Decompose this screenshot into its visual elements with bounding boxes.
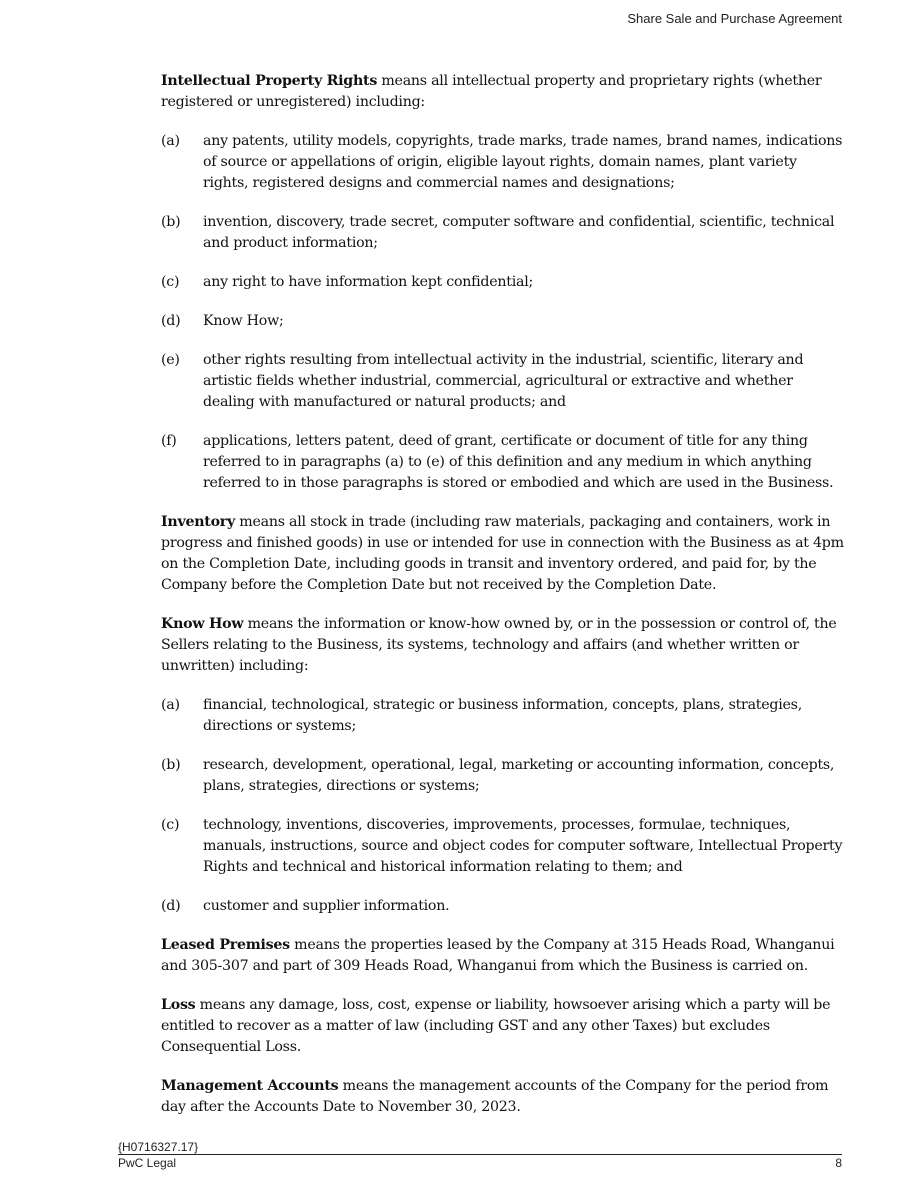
definition-intellectual-property-rights <box>161 71 845 113</box>
item-text: research, development, operational, legal, marketing or accounting information, concepts, plans, strategies, directions or systems; <box>203 757 835 794</box>
definition-text: means any damage, loss, cost, expense or liability, howsoever arising which a party will be entitled to recover as a matter of law (including GST and any other Taxes) but excludes Consequential Loss. <box>161 997 831 1055</box>
item-label: (b) <box>161 214 181 230</box>
list-item <box>161 431 845 494</box>
definition-term: Leased Premises <box>161 937 290 953</box>
definition-term: Loss <box>161 997 196 1013</box>
list-item <box>161 272 845 293</box>
definition-term: Management Accounts <box>161 1078 339 1094</box>
list-item <box>161 695 845 737</box>
document-body <box>161 71 845 1136</box>
item-text: any patents, utility models, copyrights, trade marks, trade names, brand names, indications of source or appellations of origin, eligible layout rights, domain names, plant variety rights, registered designs and commercial names and designations; <box>203 133 843 191</box>
definition-know-how <box>161 614 845 677</box>
definition-text: means all intellectual property and proprietary rights (whether registered or unregistered) including: <box>161 73 822 110</box>
item-text: invention, discovery, trade secret, computer software and confidential, scientific, technical and product information; <box>203 214 835 251</box>
footer-row <box>118 1155 842 1171</box>
item-label: (c) <box>161 274 180 290</box>
firm-name: PwC Legal <box>118 1156 177 1170</box>
list-item <box>161 815 845 878</box>
item-text: financial, technological, strategic or business information, concepts, plans, strategies, directions or systems; <box>203 697 802 734</box>
item-label: (a) <box>161 697 180 713</box>
item-label: (b) <box>161 757 181 773</box>
definition-management-accounts <box>161 1076 845 1118</box>
definition-text: means the management accounts of the Company for the period from day after the Accounts Date to November 30, 2023. <box>161 1078 829 1115</box>
definition-inventory <box>161 512 845 596</box>
item-text: customer and supplier information. <box>203 898 450 914</box>
definition-loss <box>161 995 845 1058</box>
definition-text: means all stock in trade (including raw materials, packaging and containers, work in progress and finished goods) in use or intended for use in connection with the Business as at 4pm on the Completion Date, including goods in transit and inventory ordered, and paid for, by the Company before the Completion Date but not received by the Completion Date. <box>161 514 844 593</box>
item-label: (a) <box>161 133 180 149</box>
definition-term: Inventory <box>161 514 236 530</box>
item-label: (c) <box>161 817 180 833</box>
item-text: Know How; <box>203 313 284 329</box>
definition-term: Intellectual Property Rights <box>161 73 378 89</box>
item-text: other rights resulting from intellectual activity in the industrial, scientific, literary and artistic fields whether industrial, commercial, agricultural or extractive and whether dealing with manufactured or natural products; and <box>203 352 804 410</box>
item-label: (d) <box>161 313 181 329</box>
list-item <box>161 131 845 194</box>
page-number: 8 <box>835 1156 842 1170</box>
list-item <box>161 350 845 413</box>
list-item <box>161 212 845 254</box>
list-item <box>161 755 845 797</box>
running-header-title: Share Sale and Purchase Agreement <box>627 11 842 26</box>
definition-text: means the properties leased by the Company at 315 Heads Road, Whanganui and 305-307 and part of 309 Heads Road, Whanganui from which the Business is carried on. <box>161 937 835 974</box>
definition-item-list <box>161 695 845 917</box>
definition-term: Know How <box>161 616 244 632</box>
definition-leased-premises <box>161 935 845 977</box>
definition-item-list <box>161 131 845 494</box>
list-item <box>161 896 845 917</box>
item-label: (f) <box>161 433 177 449</box>
item-text: any right to have information kept confidential; <box>203 274 534 290</box>
list-item <box>161 311 845 332</box>
page-footer <box>118 1141 842 1171</box>
item-text: technology, inventions, discoveries, improvements, processes, formulae, techniques, manuals, instructions, source and object codes for computer software, Intellectual Property Rights and technical and historical information relating to them; and <box>203 817 843 875</box>
item-label: (d) <box>161 898 181 914</box>
definition-text: means the information or know-how owned by, or in the possession or control of, the Sellers relating to the Business, its systems, technology and affairs (and whether written or unwritten) including: <box>161 616 837 674</box>
item-text: applications, letters patent, deed of grant, certificate or document of title for any thing referred to in paragraphs (a) to (e) of this definition and any medium in which anything referred to in those paragraphs is stored or embodied and which are used in the Business. <box>203 433 834 491</box>
document-reference: {H0716327.17} <box>118 1141 842 1155</box>
item-label: (e) <box>161 352 180 368</box>
